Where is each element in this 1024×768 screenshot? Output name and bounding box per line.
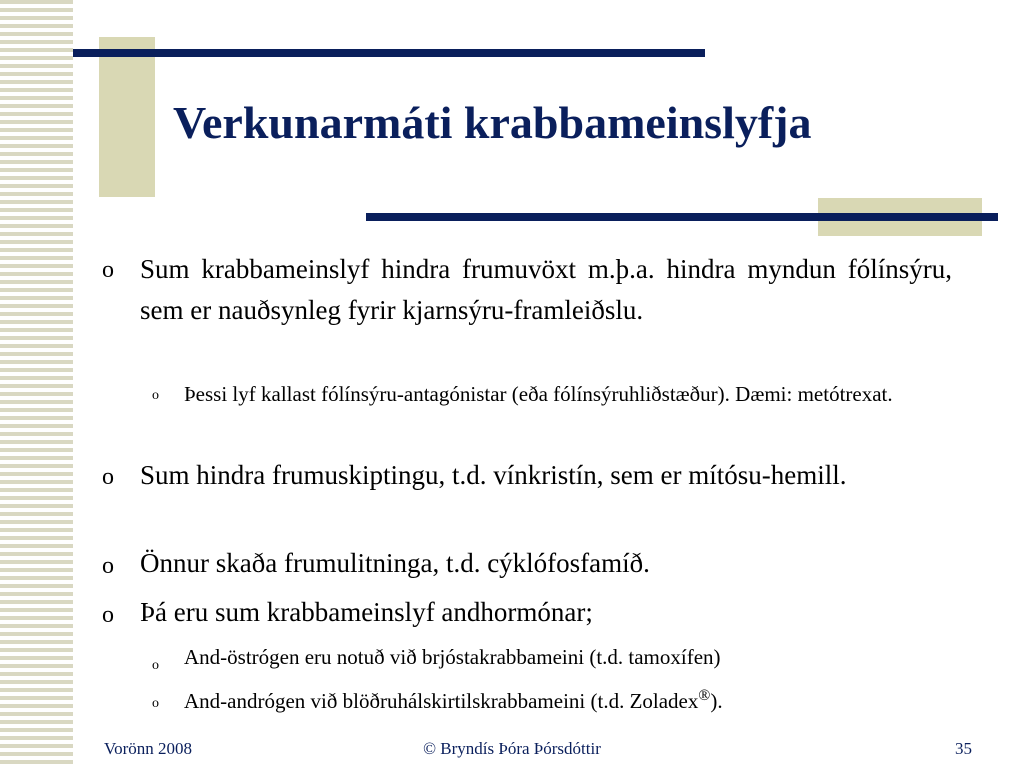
decorative-stripes xyxy=(0,0,73,768)
slide-number: 35 xyxy=(955,739,972,758)
footer-author: © Bryndís Þóra Þórsdóttir xyxy=(423,739,601,758)
bullet-marker: o xyxy=(102,464,114,490)
sub-bullet-suffix: ). xyxy=(710,689,723,713)
footer-date: Vorönn 2008 xyxy=(104,739,192,758)
bullet-item: Þá eru sum krabbameinslyf andhormónar; xyxy=(140,597,593,627)
slide-title: Verkunarmáti krabbameinslyfja xyxy=(173,97,812,148)
decorative-block-top xyxy=(99,37,155,197)
registered-mark: ® xyxy=(698,687,711,704)
bullet-item: Sum hindra frumuskiptingu, t.d. vínkristín, sem er mítósu-hemill. xyxy=(140,460,847,490)
sub-bullet-marker: o xyxy=(152,658,159,673)
title-rule-top xyxy=(73,49,705,57)
bullet-item: Sum krabbameinslyf hindra frumuvöxt m.þ.a. hindra myndun fólínsýru, sem er nauðsynleg fyrir kjarnsýru-framleiðslu. xyxy=(140,254,952,325)
bullet-marker: o xyxy=(102,257,114,283)
bullet-marker: o xyxy=(102,602,114,628)
sub-bullet-text: And-andrógen við blöðruhálskirtilskrabbameini (t.d. Zoladex xyxy=(184,689,699,713)
sub-bullet-item xyxy=(184,680,952,717)
title-rule-bottom xyxy=(366,213,998,221)
sub-bullet-marker: o xyxy=(152,388,159,403)
sub-bullet-item: Þessi lyf kallast fólínsýru-antagónistar (eða fólínsýruhliðstæður). Dæmi: metótrexat. xyxy=(184,382,893,406)
sub-bullet-marker: o xyxy=(152,696,159,711)
bullet-item: Önnur skaða frumulitninga, t.d. cýklófosfamíð. xyxy=(140,548,650,578)
sub-bullet-item: And-östrógen eru notuð við brjóstakrabbameini (t.d. tamoxífen) xyxy=(184,645,721,669)
bullet-marker: o xyxy=(102,553,114,579)
